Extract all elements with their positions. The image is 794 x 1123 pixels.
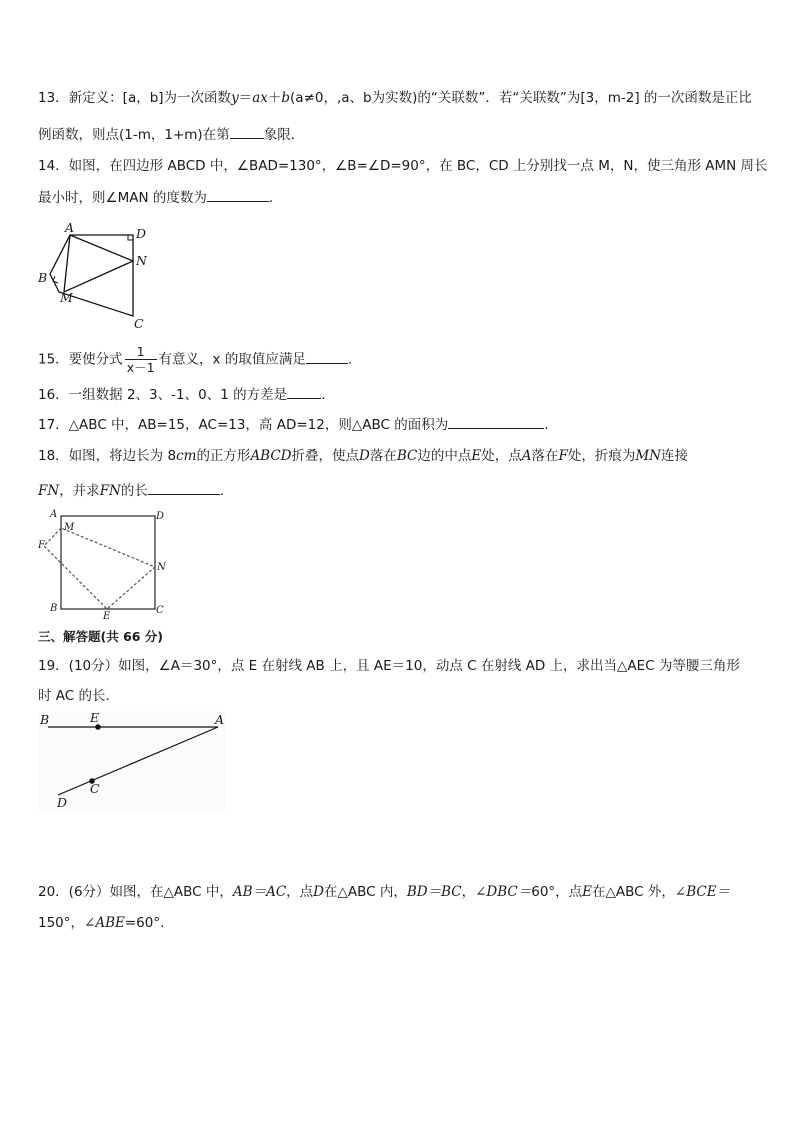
q20-var: ∠DBC＝ <box>475 884 532 900</box>
label-m: M <box>64 522 75 533</box>
q16-text-b: . <box>321 387 326 403</box>
q20-var: BD＝BC <box>406 884 462 900</box>
q13-line1 <box>38 89 752 107</box>
fraction-denominator: x－1 <box>126 360 155 375</box>
fraction <box>125 344 157 375</box>
answer-blank <box>448 414 544 429</box>
q13-text-b: (a≠0，,a、b为实数)的“关联数”．若“关联数”为[3，m-2] 的一次函数是正比 <box>290 90 752 106</box>
q18-var: FN <box>38 483 60 499</box>
formula-y: y <box>231 90 239 106</box>
q13-text-c: 例函数，则点(1-m，1+m)在第 <box>38 127 230 143</box>
q20-var: AB＝AC <box>232 884 287 900</box>
q20-text: 150°， <box>38 915 85 931</box>
answer-blank <box>230 124 264 139</box>
label-a: A <box>50 509 58 520</box>
q15-line <box>38 344 352 375</box>
q20-text: ，点 <box>286 884 314 900</box>
label-n: N <box>136 253 147 268</box>
q18-text: 边的中点 <box>417 448 472 464</box>
formula-plus: ＋ <box>267 90 282 106</box>
q19-line2: 时 AC 的长． <box>38 688 120 704</box>
q18-line1 <box>38 447 688 465</box>
q15-text-b: 有意义，x 的取值应满足 <box>158 351 306 368</box>
q20-var: E <box>582 884 593 900</box>
q15-text-c: . <box>347 351 353 368</box>
q13-line2 <box>38 124 304 144</box>
q20-text: =60°. <box>124 915 165 931</box>
q17-text-b: . <box>544 417 549 433</box>
q18-text: 折叠，使点 <box>291 448 360 464</box>
answer-blank <box>287 384 321 399</box>
q20-text: 在△ABC 外， <box>592 884 675 900</box>
label-c: C <box>90 781 100 796</box>
label-b: B <box>50 603 58 614</box>
answer-blank <box>306 349 348 364</box>
q18-text: 处，折痕为 <box>567 448 636 464</box>
label-b: B <box>40 712 50 727</box>
q20-var: D <box>313 884 324 900</box>
triangle-amn <box>64 235 133 292</box>
label-d: D <box>136 226 147 241</box>
q14-text-a: 最小时，则∠MAN 的度数为 <box>38 190 207 206</box>
q19-line1: 19．(10分）如图，∠A＝30°，点 E 在射线 AB 上，且 AE＝10，动点 C 在射线 AD 上，求出当△AEC 为等腰三角形 <box>38 658 740 674</box>
q20-var: ∠ABE <box>84 915 125 931</box>
q20-text: 在△ABC 内， <box>323 884 407 900</box>
q16-line <box>38 384 325 404</box>
label-c: C <box>134 316 144 331</box>
q20-text: 20．(6分）如图，在△ABC 中， <box>38 884 233 900</box>
formula-ax: ax <box>252 90 268 106</box>
q20-line2 <box>38 914 164 932</box>
label-a: A <box>65 220 75 235</box>
q18-var: FN <box>99 483 121 499</box>
q18-unit: cm <box>176 448 197 464</box>
label-b: B <box>38 270 48 285</box>
q20-text: ， <box>461 884 476 900</box>
q16-text-a: 16．一组数据 2、3、-1、0、1 的方差是 <box>38 387 288 403</box>
label-n: N <box>157 562 166 573</box>
label-e: E <box>103 611 111 622</box>
q13-text-d: 象限． <box>263 127 305 143</box>
q18-text: 的长 <box>120 483 148 499</box>
q18-text: 落在 <box>369 448 397 464</box>
formula-eq: ＝ <box>238 90 253 106</box>
label-f: F <box>38 540 45 551</box>
formula-b: b <box>281 90 291 106</box>
answer-blank <box>207 187 269 202</box>
q18-text: 连接 <box>660 448 688 464</box>
q18-var: BC <box>396 448 418 464</box>
q18-var: E <box>471 448 482 464</box>
q18-text: 18．如图，将边长为 8 <box>38 448 177 464</box>
answer-blank <box>148 480 220 495</box>
point-e <box>95 724 101 730</box>
q20-var: ∠BCE＝ <box>674 884 731 900</box>
q18-var: A <box>521 448 532 464</box>
q18-text: 落在 <box>531 448 559 464</box>
q14-line1: 14．如图，在四边形 ABCD 中，∠BAD=130°，∠B=∠D=90°，在 BC，CD 上分别找一点 M，N，使三角形 AMN 周长 <box>38 158 768 174</box>
label-e: E <box>90 710 100 725</box>
q14-text-b: . <box>268 190 274 206</box>
q17-text-a: 17．△ABC 中，AB=15，AC=13，高 AD=12，则△ABC 的面积为 <box>38 417 449 433</box>
q20-text: 60°，点 <box>531 884 583 900</box>
q18-text: . <box>219 483 225 499</box>
label-c: C <box>156 605 164 616</box>
q18-var: F <box>558 448 568 464</box>
q18-var: MN <box>635 448 661 464</box>
label-d: D <box>57 795 68 810</box>
fraction-numerator: 1 <box>125 344 157 360</box>
q13-text-a: 13．新定义：[a，b]为一次函数 <box>38 90 232 106</box>
q18-text: ，并求 <box>59 483 100 499</box>
q20-line1 <box>38 883 730 901</box>
right-angle-mark-d <box>128 235 133 240</box>
q14-line2 <box>38 187 273 207</box>
q18-figure <box>38 507 168 622</box>
section-heading: 三、解答题(共 66 分) <box>38 629 164 644</box>
square-abcd <box>61 516 155 609</box>
q18-text: 处，点 <box>481 448 522 464</box>
q18-text: 的正方形 <box>196 448 251 464</box>
q17-line <box>38 414 549 434</box>
q18-var: ABCD <box>250 448 292 464</box>
q14-figure <box>30 218 160 333</box>
q15-text-a: 15．要使分式 <box>38 351 123 368</box>
q18-line2 <box>38 480 224 500</box>
label-d: D <box>156 511 165 522</box>
q19-figure <box>38 711 228 811</box>
q18-var: D <box>359 448 370 464</box>
label-m: M <box>60 290 73 305</box>
label-a: A <box>215 712 225 727</box>
